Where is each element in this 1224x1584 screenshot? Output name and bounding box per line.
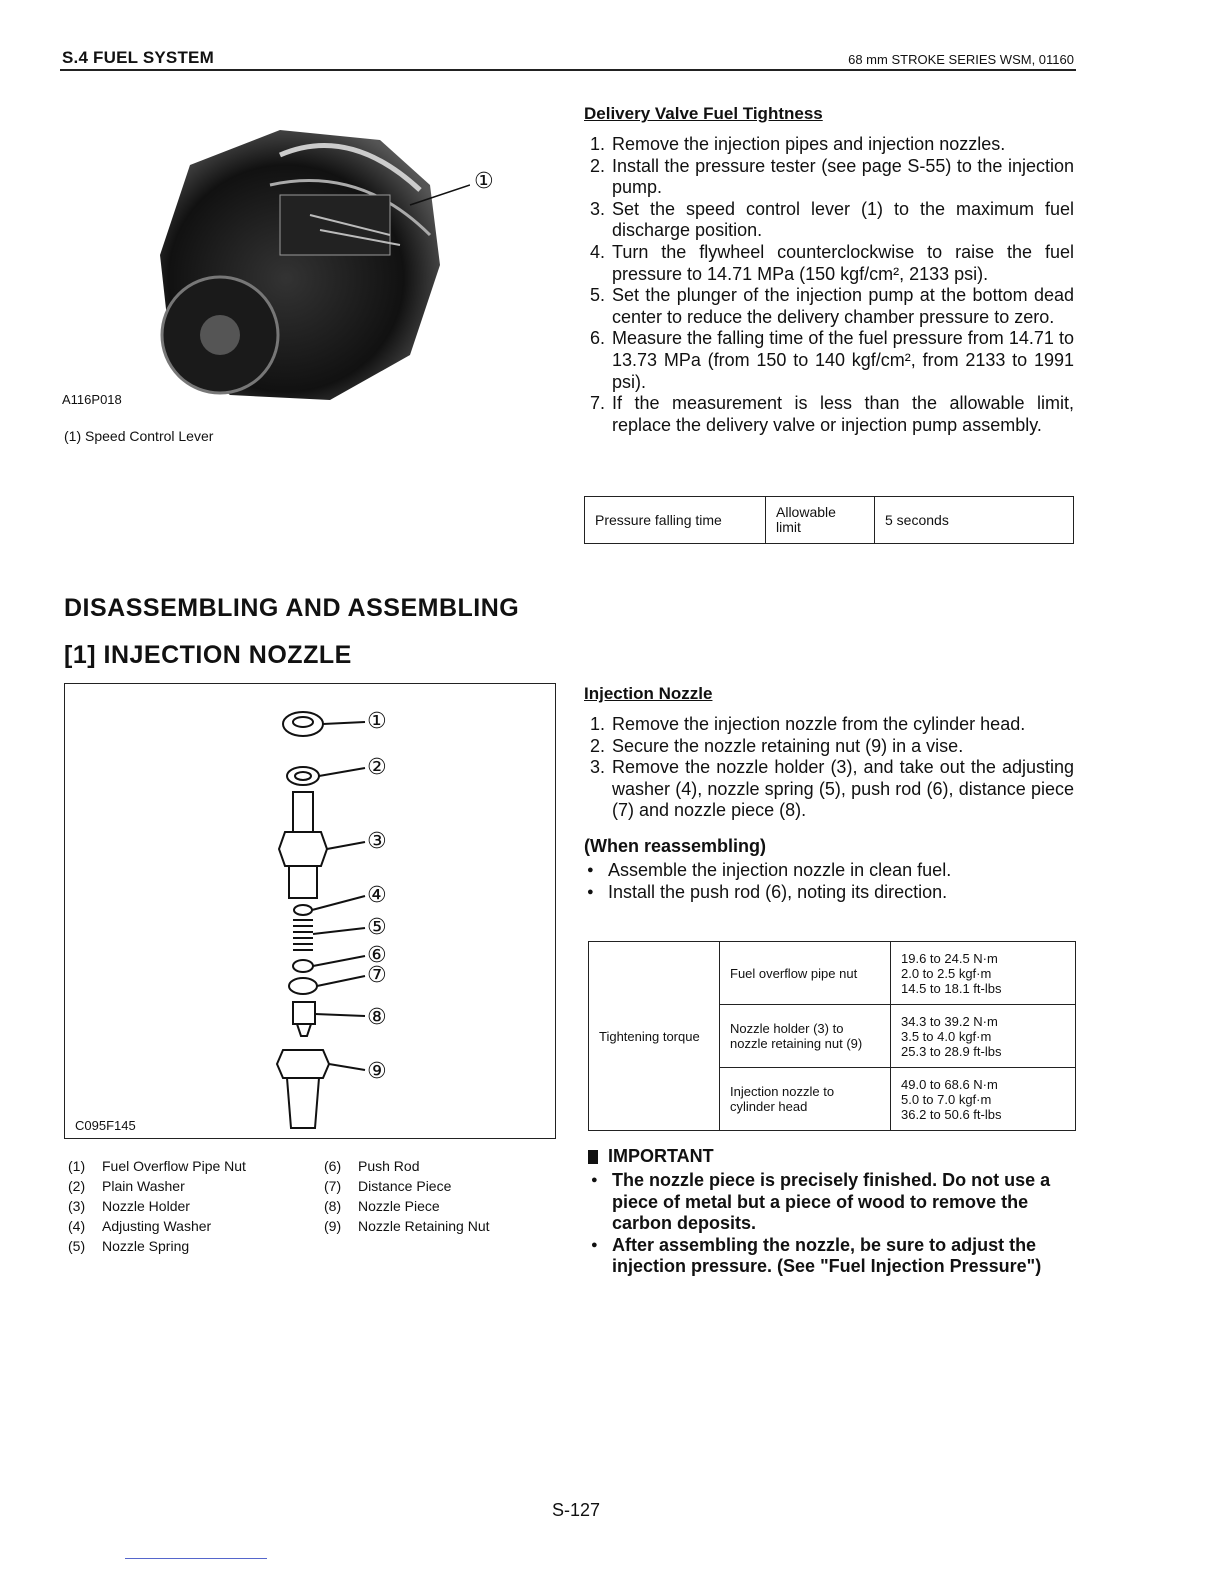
torque-values	[891, 1068, 1076, 1131]
legend-right	[324, 1156, 490, 1236]
legend-row	[324, 1156, 490, 1176]
torque-table	[588, 941, 1076, 1131]
torque-kgf: 5.0 to 7.0 kgf·m	[901, 1091, 992, 1107]
torque-ftlb: 36.2 to 50.6 ft-lbs	[901, 1106, 1002, 1122]
delivery-step: 1. Remove the injection pipes and injection nozzles.	[610, 134, 1074, 156]
callout-7: ⑦	[367, 962, 387, 987]
legend-num: (1)	[68, 1158, 86, 1174]
important-section	[588, 1146, 1074, 1278]
delivery-step: 6. Measure the falling time of the fuel pressure from 14.71 to 13.73 MPa (from 150 to 140 kgf/cm², from 2133 to 1991 psi).	[610, 328, 1074, 393]
torque-nm: 34.3 to 39.2 N·m	[901, 1013, 998, 1029]
table-value: 5 seconds	[875, 497, 1074, 544]
torque-item: Fuel overflow pipe nut	[720, 942, 891, 1005]
legend-label: Nozzle Piece	[358, 1198, 440, 1214]
legend-num: (8)	[324, 1198, 342, 1214]
nozzle-diagram	[65, 684, 555, 1138]
nozzle-figure	[64, 683, 556, 1139]
callout-8: ⑧	[367, 1004, 387, 1029]
legend-label: Push Rod	[358, 1158, 420, 1174]
important-title: IMPORTANT	[608, 1146, 714, 1166]
legend-label: Plain Washer	[102, 1178, 185, 1194]
legend-label: Fuel Overflow Pipe Nut	[102, 1158, 246, 1174]
reassembling-item: ● Assemble the injection nozzle in clean fuel.	[584, 860, 1074, 882]
main-title: DISASSEMBLING AND ASSEMBLING	[64, 594, 520, 622]
footer-line	[125, 1558, 267, 1559]
reassembling-item: ● Install the push rod (6), noting its direction.	[584, 882, 1074, 904]
torque-ftlb: 14.5 to 18.1 ft-lbs	[901, 980, 1002, 996]
torque-kgf: 2.0 to 2.5 kgf·m	[901, 965, 992, 981]
delivery-step: 5. Set the plunger of the injection pump at the bottom dead center to reduce the delivery chamber pressure to zero.	[610, 285, 1074, 328]
delivery-section	[584, 104, 1074, 436]
torque-kgf: 3.5 to 4.0 kgf·m	[901, 1028, 992, 1044]
reassembling-list	[584, 860, 1074, 903]
nozzle-step: 3. Remove the nozzle holder (3), and take out the adjusting washer (4), nozzle spring (5), push rod (6), distance piece (7) and nozzle piece (8).	[610, 757, 1074, 822]
torque-nm: 19.6 to 24.5 N·m	[901, 950, 998, 966]
torque-nm: 49.0 to 68.6 N·m	[901, 1076, 998, 1092]
callout-1: ①	[474, 168, 494, 193]
torque-ftlb: 25.3 to 28.9 ft-lbs	[901, 1043, 1002, 1059]
legend-row	[324, 1216, 490, 1236]
delivery-step: 2. Install the pressure tester (see page S-55) to the injection pump.	[610, 156, 1074, 199]
callout-3: ③	[367, 828, 387, 853]
legend-row	[68, 1176, 246, 1196]
legend-num: (9)	[324, 1218, 342, 1234]
delivery-step: 7. If the measurement is less than the allowable limit, replace the delivery valve or injection pump assembly.	[610, 393, 1074, 436]
table-label: Allowable limit	[766, 497, 875, 544]
header-rule	[60, 69, 1076, 71]
legend-label: Adjusting Washer	[102, 1218, 212, 1234]
sub-title: [1] INJECTION NOZZLE	[64, 641, 352, 669]
torque-item: Nozzle holder (3) to nozzle retaining nut (9)	[720, 1005, 891, 1068]
falling-time-table	[584, 496, 1074, 544]
callout-5: ⑤	[367, 914, 387, 939]
engine-photo	[130, 95, 470, 415]
legend-num: (3)	[68, 1198, 86, 1214]
nozzle-step: 1. Remove the injection nozzle from the cylinder head.	[610, 714, 1074, 736]
page-number: S-127	[552, 1500, 601, 1520]
delivery-step: 3. Set the speed control lever (1) to the maximum fuel discharge position.	[610, 199, 1074, 242]
figure-id: C095F145	[75, 1118, 136, 1133]
legend-left	[68, 1156, 246, 1256]
torque-label: Tightening torque	[589, 942, 720, 1131]
legend-label: Nozzle Spring	[102, 1238, 190, 1254]
important-item: ● After assembling the nozzle, be sure to adjust the injection pressure. (See "Fuel Injection Pressure")	[588, 1235, 1074, 1278]
delivery-steps	[584, 134, 1074, 436]
reassembling-title: (When reassembling)	[584, 835, 767, 856]
nozzle-steps	[584, 714, 1074, 822]
torque-item: Injection nozzle to cylinder head	[720, 1068, 891, 1131]
legend-label: Distance Piece	[358, 1178, 452, 1194]
callout-9: ⑨	[367, 1058, 387, 1083]
legend-label: Nozzle Retaining Nut	[358, 1218, 490, 1234]
legend-row	[68, 1236, 246, 1256]
legend-num: (7)	[324, 1178, 342, 1194]
callout-1: ①	[367, 708, 387, 733]
legend-row	[68, 1196, 246, 1216]
important-list	[588, 1170, 1074, 1278]
legend-label: Nozzle Holder	[102, 1198, 190, 1214]
figure-caption: (1) Speed Control Lever	[64, 428, 214, 444]
series-header: 68 mm STROKE SERIES WSM, 01160	[848, 52, 1074, 67]
delivery-title: Delivery Valve Fuel Tightness	[584, 104, 823, 123]
legend-row	[68, 1216, 246, 1236]
nozzle-section	[584, 684, 1074, 903]
section-header: S.4 FUEL SYSTEM	[62, 48, 214, 67]
callout-6: ⑥	[367, 942, 387, 967]
important-square-icon	[588, 1150, 598, 1164]
torque-values	[891, 942, 1076, 1005]
important-heading	[588, 1146, 1074, 1167]
delivery-step: 4. Turn the flywheel counterclockwise to raise the fuel pressure to 14.71 MPa (150 kgf/cm², 2133 psi).	[610, 242, 1074, 285]
legend-num: (4)	[68, 1218, 86, 1234]
legend-num: (5)	[68, 1238, 86, 1254]
important-item: ● The nozzle piece is precisely finished. Do not use a piece of metal but a piece of wood to remove the carbon deposits.	[588, 1170, 1074, 1235]
nozzle-step: 2. Secure the nozzle retaining nut (9) in a vise.	[610, 736, 1074, 758]
legend-num: (6)	[324, 1158, 342, 1174]
figure-id: A116P018	[62, 392, 122, 407]
table-item: Pressure falling time	[585, 497, 766, 544]
legend-row	[68, 1156, 246, 1176]
legend-num: (2)	[68, 1178, 86, 1194]
callout-4: ④	[367, 882, 387, 907]
nozzle-title: Injection Nozzle	[584, 684, 713, 703]
callout-2: ②	[367, 754, 387, 779]
legend-row	[324, 1176, 490, 1196]
legend-row	[324, 1196, 490, 1216]
torque-values	[891, 1005, 1076, 1068]
